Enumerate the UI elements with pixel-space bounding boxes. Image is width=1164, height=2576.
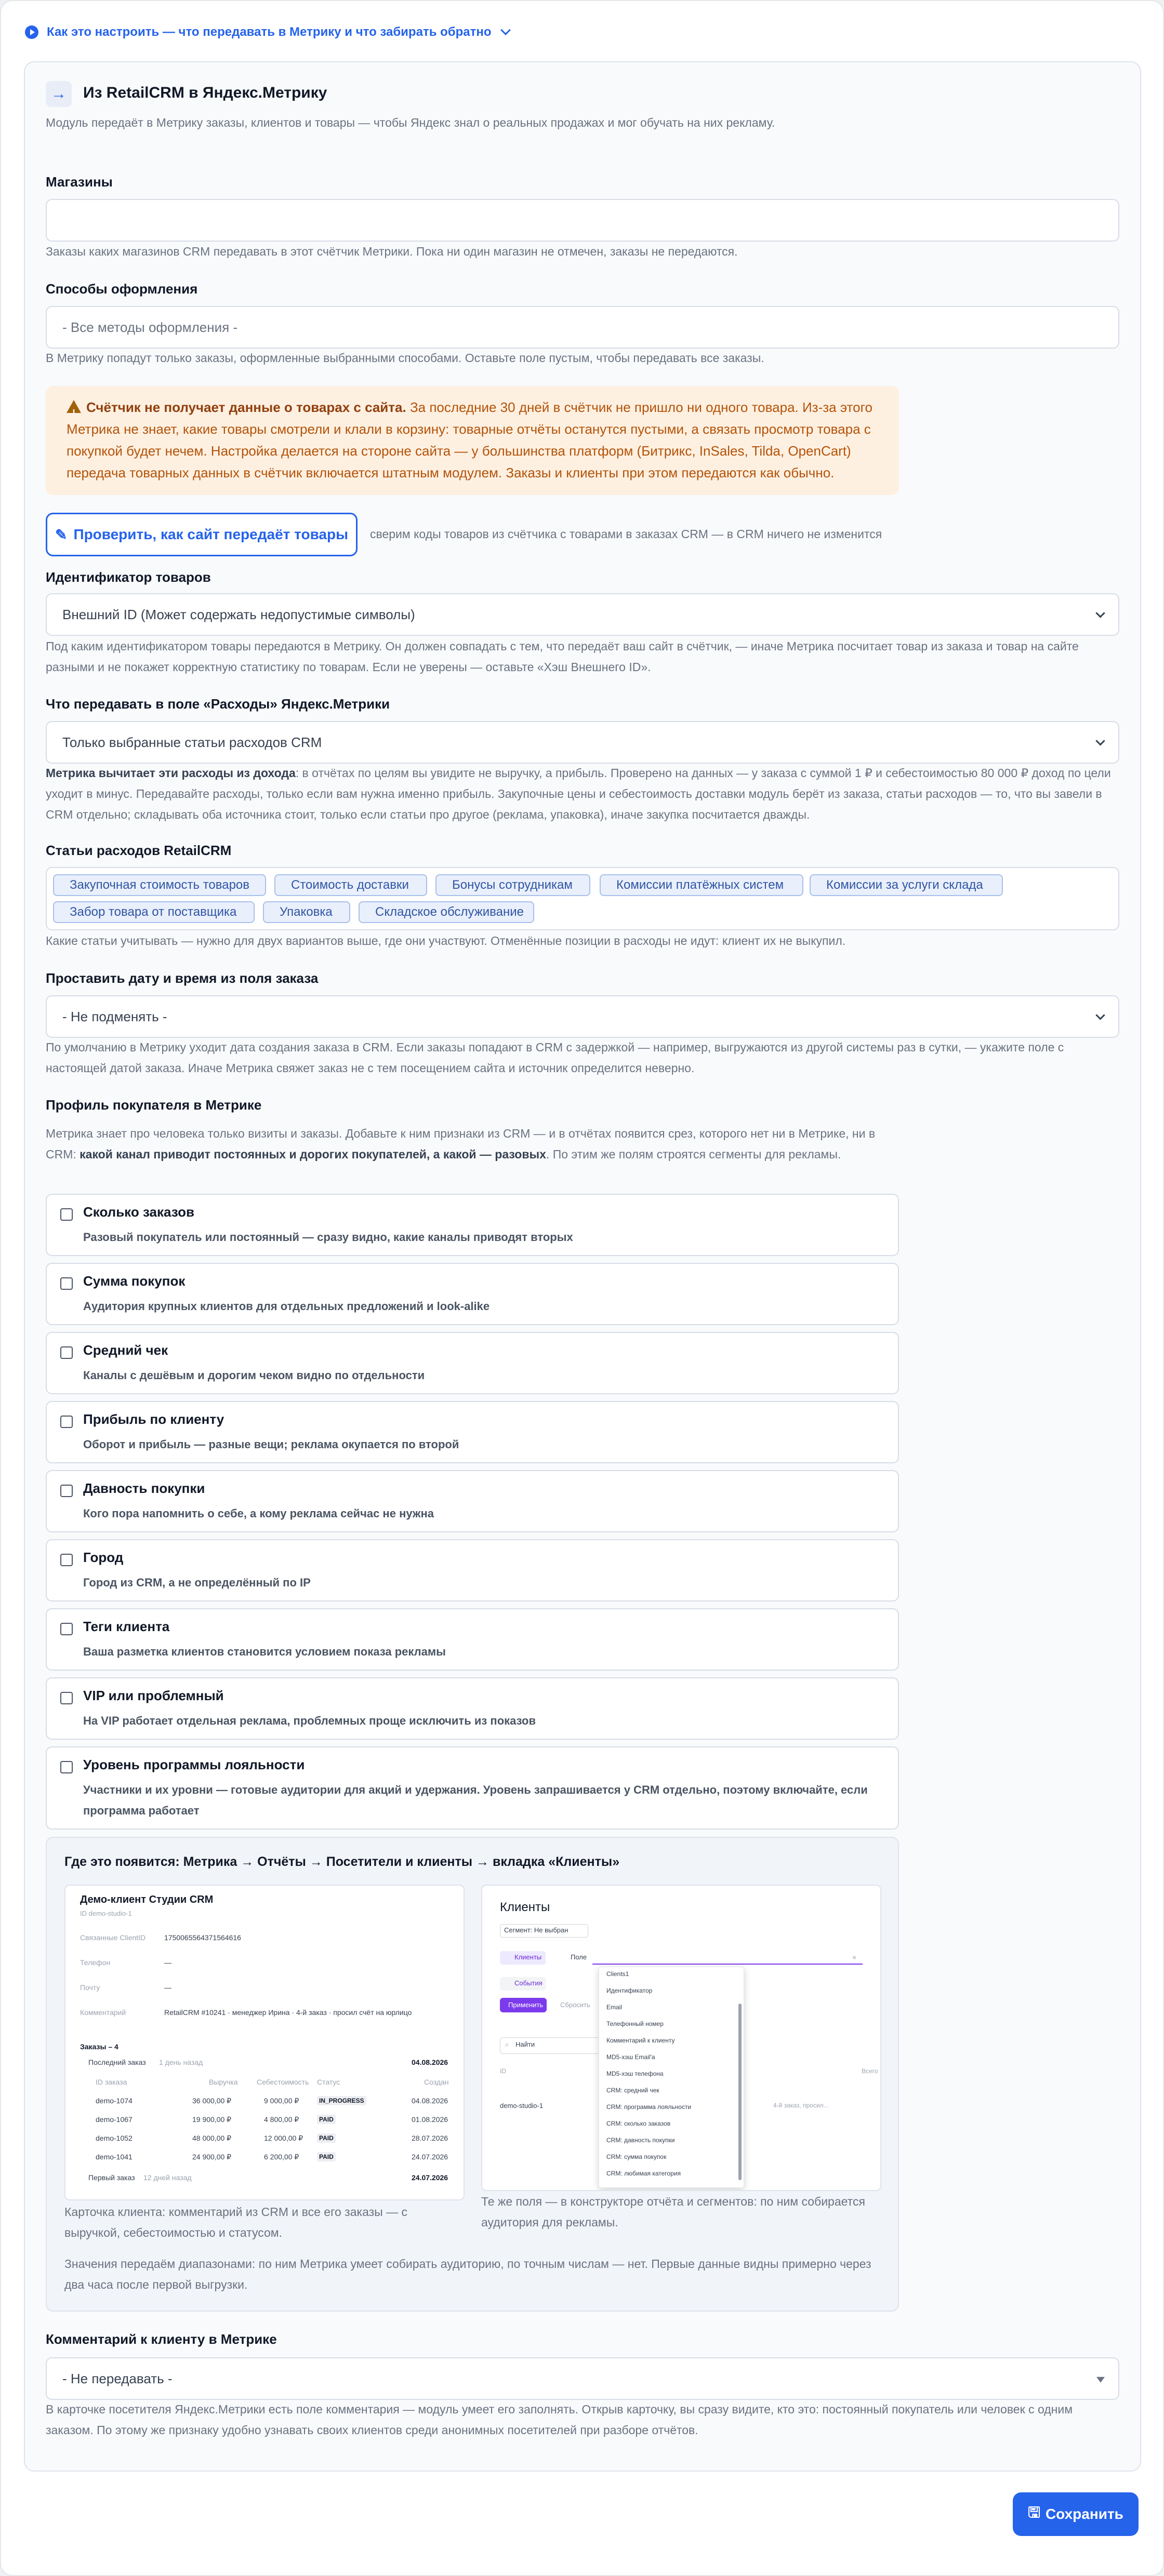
expenses-value: Только выбранные статьи расходов CRM [62, 734, 322, 750]
comment-select[interactable] [46, 2357, 1119, 2400]
field-label: Поле [571, 1953, 587, 1961]
id-col: ID [500, 2067, 506, 2075]
segment-label: Сегмент: Не выбран [504, 1926, 568, 1934]
expense-chip[interactable]: Складское обслуживание [359, 901, 534, 923]
expense-chip[interactable]: Комиссии платёжных систем [600, 874, 803, 896]
checkbox[interactable] [60, 1208, 73, 1221]
methods-select[interactable] [46, 306, 1119, 349]
comment-value: - Не передавать - [62, 2370, 173, 2386]
product-id-value: Внешний ID (Может содержать недопустимые символы) [62, 606, 415, 622]
profile-help-b: . По этим же полям строятся сегменты для рекламы. [546, 1147, 841, 1161]
check-products-label: Проверить, как сайт передаёт товары [73, 526, 349, 542]
save-icon: 🖫 [1028, 2504, 1040, 2520]
row-id: demo-studio-1 [500, 2102, 544, 2110]
setup-disclosure-label: Как это настроить — что передавать в Метрику и что забирать обратно [47, 25, 492, 39]
dropdown-option: Комментарий к клиенту [606, 2037, 675, 2044]
dropdown-option: CRM: средний чек [606, 2087, 659, 2094]
order-id: demo-1052 [96, 2134, 133, 2142]
row-label: Телефон [80, 1958, 111, 1967]
col-header: Выручка [209, 2078, 238, 2086]
play-circle-icon [25, 25, 38, 39]
dropdown-option: Clients1 [606, 1970, 629, 1978]
client-card-title: Демо-клиент Студии CRM [80, 1894, 214, 1905]
expenses-help-text: : в отчётах по целям вы увидите не выручку, а прибыль. Проверено на данных — у заказа с суммой 1 ₽ и себестоимостью 80 000 ₽ доход по цели уходит в минус. Передавайте расходы, только если вам нужна именно прибыль. Закупочные цены и себестоимость доставки модуль берёт из заказа, статьи расходов — то, что вы завели в CRM отдельно; складывать оба источника стоит, только если статьи про другое (реклама, упаковка), иначе закупка посчитается дважды. [46, 766, 1111, 821]
chevron-down-icon [1095, 1010, 1105, 1020]
where-it-appears-panel [46, 1837, 899, 2312]
dropdown-option: Идентификатор [606, 1987, 653, 1994]
last-order-ago: 1 день назад [159, 2058, 203, 2066]
setup-disclosure-toggle[interactable] [25, 25, 509, 39]
date-field-label: Проставить дату и время из поля заказа [46, 970, 319, 986]
option-desc: Каналы с дешёвым и дорогим чеком видно по отдельности [83, 1369, 425, 1382]
client-card-screenshot [64, 1885, 465, 2200]
chevron-down-icon [500, 25, 511, 35]
where-note: Значения передаём диапазонами: по ним Метрика умеет собирать аудиторию, по точным числам — нет. Первые данные видны примерно через два часа после первой выгрузки. [64, 2257, 871, 2291]
order-cost: 9 000,00 ₽ [264, 2097, 299, 2105]
product-id-select[interactable] [46, 593, 1119, 636]
comment-label: Комментарий к клиенту в Метрике [46, 2331, 277, 2347]
option-desc: Кого пора напомнить о себе, а кому реклама сейчас не нужна [83, 1507, 434, 1520]
profile-help [46, 1123, 893, 1165]
checkbox[interactable] [60, 1554, 73, 1566]
product-id-help: Под каким идентификатором товары передаются в Метрику. Он должен совпадать с тем, что передаёт ваш сайт в счётчик, — иначе Метрика посчитает товар из заказа и товар на сайте разными и не покажет корректную статистику по товарам. Если не уверены — оставьте «Хэш Внешнего ID». [46, 639, 1079, 674]
order-revenue: 19 900,00 ₽ [192, 2115, 232, 2124]
dropdown-option: MD5-хэш телефона [606, 2070, 664, 2077]
order-cost: 6 200,00 ₽ [264, 2153, 299, 2161]
order-date: 01.08.2026 [412, 2115, 448, 2124]
order-id: demo-1067 [96, 2115, 133, 2124]
profile-option-card[interactable] [46, 1677, 899, 1740]
shops-select[interactable] [46, 199, 1119, 242]
row-label: Связанные ClientID [80, 1933, 146, 1942]
option-desc: Город из CRM, а не определённый по IP [83, 1576, 311, 1589]
clients-report-screenshot [481, 1885, 881, 2191]
option-desc: Разовый покупатель или постоянный — сразу видно, какие каналы приводят вторых [83, 1231, 573, 1244]
row-note: 4-й заказ, просил... [773, 2102, 829, 2109]
date-field-value: - Не подменять - [62, 1008, 167, 1024]
chevron-down-icon [1095, 736, 1105, 745]
dropdown-option: Телефонный номер [606, 2020, 664, 2027]
profile-option-card[interactable] [46, 1401, 899, 1463]
option-title: VIP или проблемный [83, 1688, 224, 1703]
date-field-select[interactable] [46, 995, 1119, 1038]
checkbox[interactable] [60, 1623, 73, 1635]
order-status: PAID [317, 2115, 336, 2124]
profile-option-card[interactable] [46, 1746, 899, 1830]
option-title: Давность покупки [83, 1480, 205, 1496]
events-tag-label: События [514, 1979, 543, 1987]
expenses-help-bold: Метрика вычитает эти расходы из дохода [46, 766, 296, 780]
order-date: 04.08.2026 [412, 2097, 448, 2105]
client-card-sub: ID demo-studio-1 [80, 1910, 132, 1917]
col-header: ID заказа [96, 2078, 127, 2086]
order-cost: 12 000,00 ₽ [264, 2134, 303, 2142]
clients-view-title: Клиенты [500, 1900, 550, 1914]
option-title: Средний чек [83, 1342, 168, 1358]
save-button[interactable] [1013, 2492, 1139, 2536]
checkbox[interactable] [60, 1761, 73, 1773]
row-value: 1750065564371564616 [164, 1933, 241, 1942]
apply-label: Применить [508, 2001, 544, 2009]
order-revenue: 24 900,00 ₽ [192, 2153, 232, 2161]
order-id: demo-1041 [96, 2153, 133, 2161]
order-date: 28.07.2026 [412, 2134, 448, 2142]
expense-chip[interactable]: Закупочная стоимость товаров [53, 874, 266, 896]
caret-down-icon [1096, 2377, 1105, 2383]
search-icon: ⌕ [505, 2040, 509, 2048]
expense-chip[interactable]: Комиссии за услуги склада [810, 874, 1003, 896]
search-label: Найти [515, 2040, 535, 2048]
row-label: Комментарий [80, 2008, 126, 2017]
profile-option-card[interactable] [46, 1608, 899, 1671]
option-desc: Оборот и прибыль — разные вещи; реклама окупается по второй [83, 1438, 459, 1451]
dropdown-option: CRM: любимая категория [606, 2170, 681, 2177]
row-label: Почту [80, 1983, 100, 1992]
option-title: Город [83, 1550, 124, 1565]
dropdown-option: CRM: давность покупки [606, 2137, 675, 2144]
option-title: Теги клиента [83, 1619, 170, 1634]
expenses-select[interactable] [46, 721, 1119, 764]
profile-option-card[interactable] [46, 1332, 899, 1394]
option-title: Сколько заказов [83, 1204, 194, 1220]
warning-title: Счётчик не получает данные о товарах с сайта. [86, 399, 406, 415]
dropdown-option: CRM: сколько заказов [606, 2120, 671, 2127]
row-value: RetailCRM #10241 · менеджер Ирина · 4-й заказ · просил счёт на юрлицо [164, 2008, 412, 2017]
expense-chip[interactable]: Забор товара от поставщика [53, 901, 255, 923]
checkbox[interactable] [60, 1416, 73, 1428]
shops-help: Заказы каких магазинов CRM передавать в этот счётчик Метрики. Пока ни один магазин не отмечен, заказы не передаются. [46, 245, 738, 258]
expense-items-label: Статьи расходов RetailCRM [46, 843, 232, 858]
profile-label: Профиль покупателя в Метрике [46, 1097, 262, 1113]
order-date: 24.07.2026 [412, 2153, 448, 2161]
checkbox[interactable] [60, 1692, 73, 1704]
expense-items-help: Какие статьи учитывать — нужно для двух вариантов выше, где они участвуют. Отменённые позиции в расходы не идут: клиент их не выкупил. [46, 934, 846, 947]
warning-box [46, 386, 899, 495]
methods-help: В Метрику попадут только заказы, оформленные выбранными способами. Оставьте поле пустым, чтобы передавать все заказы. [46, 351, 764, 365]
profile-help-a: Метрика знает про человека только визиты и заказы. Добавьте к ним признаки из CRM — и в отчётах появится срез, которого нет ни в Метрике, ни в CRM: [46, 1127, 876, 1161]
left-caption: Карточка клиента: комментарий из CRM и все его заказы — с выручкой, себестоимостью и статусом. [64, 2205, 407, 2239]
row-value: — [164, 1983, 171, 1992]
expense-chip[interactable]: Упаковка [263, 901, 350, 923]
profile-help-bold: какой канал приводит постоянных и дорогих покупателей, а какой — разовых [80, 1147, 546, 1161]
reset-label: Сбросить [560, 2001, 590, 2009]
col-header: Создан [424, 2078, 449, 2086]
dropdown-option: CRM: программа лояльности [606, 2103, 692, 2111]
option-desc: Аудитория крупных клиентов для отдельных предложений и look-alike [83, 1300, 490, 1313]
where-title: Где это появится: Метрика → Отчёты → Посетители и клиенты → вкладка «Клиенты» [64, 1854, 620, 1869]
option-title: Прибыль по клиенту [83, 1411, 224, 1427]
profile-option-card[interactable] [46, 1263, 899, 1325]
clients-tag-label: Клиенты [514, 1953, 542, 1961]
total-col: Всего [862, 2067, 878, 2075]
methods-label: Способы оформления [46, 281, 198, 297]
arrow-right-icon: → [46, 81, 72, 107]
row-value: — [164, 1958, 171, 1967]
option-desc: Участники и их уровни — готовые аудитории для акций и удержания. Уровень запрашивается у CRM отдельно, поэтому включайте, если программа работает [83, 1783, 868, 1817]
comment-help: В карточке посетителя Яндекс.Метрики есть поле комментария — модуль умеет его заполнять. Открыв карточку, вы сразу видите, кто это: постоянный покупатель или человек с одним заказом. По этому же признаку удобно узнавать своих клиентов среди анонимных посетителей при разборе отчётов. [46, 2403, 1073, 2437]
order-status: IN_PROGRESS [317, 2096, 366, 2105]
order-cost: 4 800,00 ₽ [264, 2115, 299, 2124]
pencil-icon: ✎ [55, 526, 68, 543]
field-dropdown [599, 1967, 744, 2188]
first-order-label: Первый заказ [88, 2173, 135, 2182]
checkbox[interactable] [60, 1346, 73, 1359]
order-status: PAID [317, 2133, 336, 2143]
section-title: Из RetailCRM в Яндекс.Метрику [83, 84, 327, 101]
option-desc: На VIP работает отдельная реклама, проблемных проще исключить из показов [83, 1714, 536, 1727]
order-status: PAID [317, 2152, 336, 2161]
close-icon: × [852, 1953, 857, 1961]
first-order-date: 24.07.2026 [412, 2173, 448, 2182]
orders-title: Заказы – 4 [80, 2043, 118, 2051]
save-label: Сохранить [1045, 2506, 1123, 2522]
dropdown-option: MD5-хэш Email'а [606, 2053, 655, 2061]
check-products-hint: сверим коды товаров из счётчика с товарами в заказах CRM — в CRM ничего не изменится [370, 527, 882, 541]
checkbox[interactable] [60, 1485, 73, 1497]
profile-option-card[interactable] [46, 1470, 899, 1532]
expense-chip[interactable]: Бонусы сотрудникам [435, 874, 590, 896]
check-products-button[interactable] [46, 513, 358, 556]
section-description: Модуль передаёт в Метрику заказы, клиентов и товары — чтобы Яндекс знал о реальных продажах и мог обучать на них рекламу. [46, 116, 775, 129]
option-title: Сумма покупок [83, 1273, 186, 1289]
warning-icon [67, 400, 81, 413]
col-header: Статус [317, 2078, 340, 2086]
warning-text: За последние 30 дней в счётчик не пришло ни одного товара. Из-за этого Метрика не знает, какие товары смотрели и клали в корзину: товарные отчёты останутся пустыми, а связать просмотр товара с покупкой будет нечем. Настройка делается на стороне сайта — у большинства платформ (Битрикс, InSales, Tilda, OpenCart) передача товарных данных в счётчик включается штатным модулем. Заказы и клиенты при этом передаются как обычно. [67, 399, 873, 481]
chevron-down-icon [1095, 608, 1105, 618]
methods-placeholder: - Все методы оформления - [62, 319, 238, 335]
expense-chip[interactable]: Стоимость доставки [274, 874, 427, 896]
profile-option-card[interactable] [46, 1194, 899, 1256]
order-revenue: 48 000,00 ₽ [192, 2134, 232, 2142]
expenses-label: Что передавать в поле «Расходы» Яндекс.Метрики [46, 696, 390, 712]
option-desc: Ваша разметка клиентов становится условием показа рекламы [83, 1645, 446, 1658]
col-header: Себестоимость [257, 2078, 309, 2086]
last-order-label: Последний заказ [88, 2058, 146, 2066]
checkbox[interactable] [60, 1277, 73, 1290]
dropdown-option: Email [606, 2004, 623, 2011]
shops-label: Магазины [46, 174, 113, 190]
dropdown-scrollbar [738, 2004, 742, 2180]
option-title: Уровень программы лояльности [83, 1757, 305, 1772]
first-order-ago: 12 дней назад [143, 2173, 192, 2182]
product-id-label: Идентификатор товаров [46, 569, 211, 585]
dropdown-option: CRM: сумма покупок [606, 2153, 667, 2160]
last-order-date: 04.08.2026 [412, 2058, 448, 2066]
expenses-help [46, 763, 1119, 825]
profile-option-card[interactable] [46, 1539, 899, 1601]
order-id: demo-1074 [96, 2097, 133, 2105]
order-revenue: 36 000,00 ₽ [192, 2097, 232, 2105]
field-input [592, 1951, 863, 1965]
date-field-help: По умолчанию в Метрику уходит дата создания заказа в CRM. Если заказы попадают в CRM с задержкой — например, выгружаются из другой системы раз в сутки, — укажите поле с настоящей датой заказа. Иначе Метрика свяжет заказ не с тем посещением сайта и источник определится неверно. [46, 1040, 1064, 1075]
right-caption: Те же поля — в конструкторе отчёта и сегментов: по ним собирается аудитория для рекламы. [481, 2195, 865, 2229]
expense-items-multiselect[interactable] [46, 867, 1119, 930]
